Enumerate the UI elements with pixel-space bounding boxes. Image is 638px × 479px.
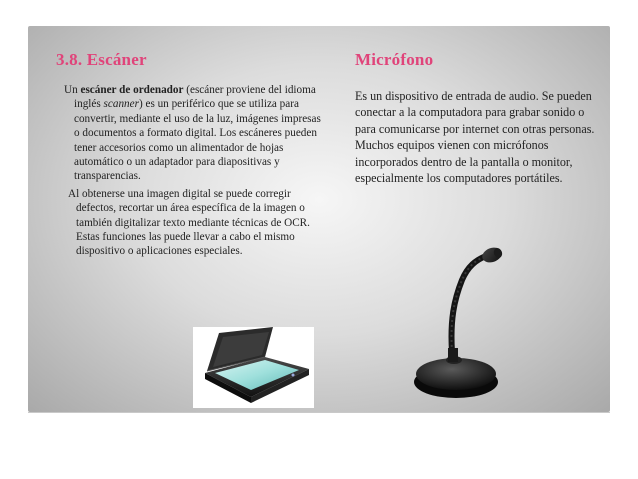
microphone-image (410, 240, 510, 400)
scanner-description (62, 83, 324, 259)
scanner-title: 3.8. Escáner (56, 50, 147, 69)
microphone-title: Micrófono (355, 50, 434, 69)
scanner-image (193, 327, 314, 408)
microphone-paragraph: Es un dispositivo de entrada de audio. Se pueden conectar a la computadora para grabar sonido o para comunicarse por internet con otras personas. Muchos equipos vienen con micrófonos incorporados dentro de la pantalla o monitor, especialmente los computadores portátiles. (355, 89, 595, 186)
scanner-paragraph-1: Un escáner de ordenador (escáner proviene del idioma inglés scanner) es un periférico que se utiliza para convertir, mediante el uso de la luz, imágenes impresas o documentos a formato digital. Los escáneres pueden tener accesorios como un alimentador de hojas automático o un adaptador para diapositivas y transparencias. (64, 84, 321, 183)
scanner-english-term: scanner (103, 98, 139, 111)
scanner-term: escáner de ordenador (80, 84, 184, 96)
microphone-description (355, 88, 597, 186)
bottom-divider (28, 412, 610, 413)
scanner-paragraph-2: Al obtenerse una imagen digital se puede corregir defectos, recortar un área específica de la imagen o también digitalizar texto mediante técnicas de OCR. Estas funciones las puede llevar a cabo el mismo dispositivo o aplicaciones especiales. (68, 187, 310, 258)
